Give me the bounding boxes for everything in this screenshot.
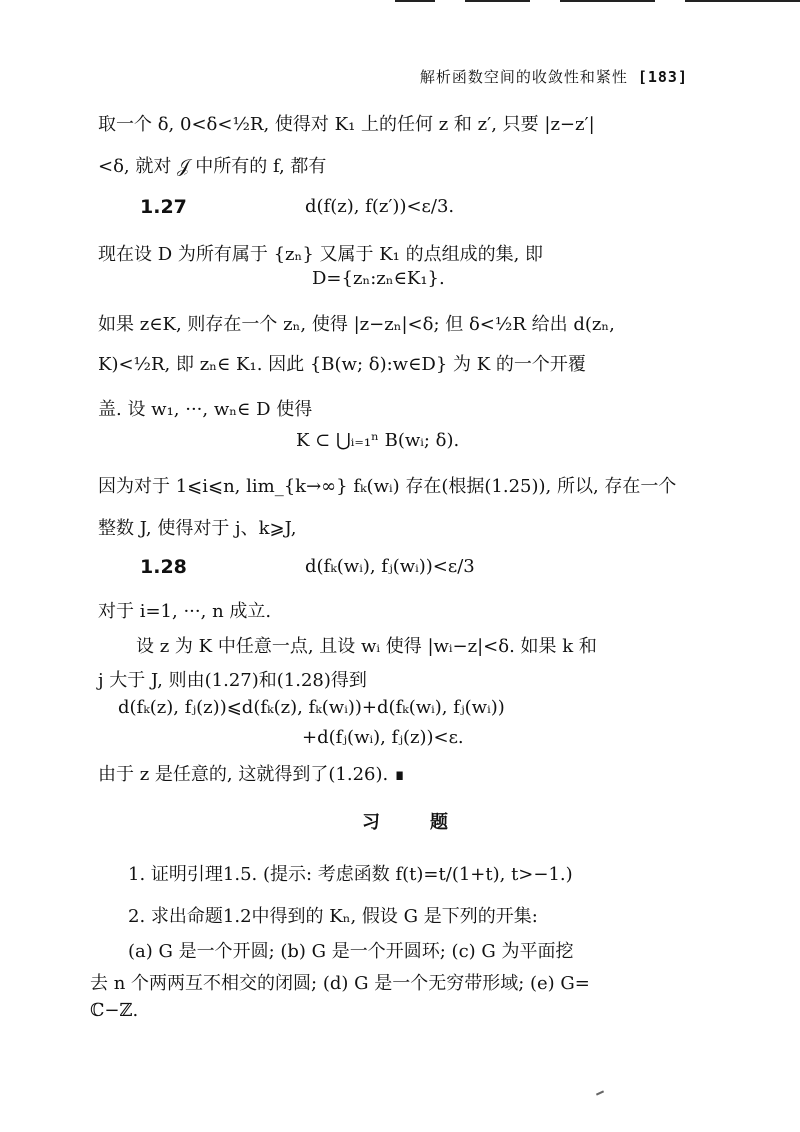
exercises-title: 习题 — [362, 812, 498, 833]
equation-cover: K ⊂ ⋃ᵢ₌₁ⁿ B(wᵢ; δ). — [296, 430, 460, 451]
exercise-1: 1. 证明引理1.5. (提示: 考虑函数 f(t)=t/(1+t), t>−1.) — [128, 864, 573, 885]
equation-label-1-28: 1.28 — [140, 556, 187, 578]
text-line-6: 盖. 设 w₁, ···, wₙ∈ D 使得 — [98, 399, 313, 420]
exercise-2-line-c: ℂ−ℤ. — [90, 1000, 139, 1021]
scan-edge-line-4 — [685, 0, 800, 2]
text-line-3: 现在设 D 为所有属于 {zₙ} 又属于 K₁ 的点组成的集, 即 — [98, 244, 544, 265]
text-line-5: K)<½R, 即 zₙ∈ K₁. 因此 {B(w; δ):w∈D} 为 K 的一个开覆 — [98, 354, 586, 375]
equation-1-28: d(fₖ(wᵢ), fⱼ(wᵢ))<ε/3 — [305, 556, 475, 577]
text-line-8: 整数 J, 使得对于 j、k⩾J, — [98, 518, 297, 539]
equation-1-27: d(f(z), f(z′))<ε/3. — [305, 196, 455, 217]
text-line-7: 因为对于 1⩽i⩽n, lim_{k→∞} fₖ(wᵢ) 存在(根据(1.25)), 所以, 存在一个 — [98, 476, 677, 497]
scan-edge-line-3 — [560, 0, 655, 2]
scan-edge-line-2 — [465, 0, 530, 2]
exercise-2-line-b: 去 n 个两两互不相交的闭圆; (d) G 是一个无穷带形域; (e) G= — [90, 973, 590, 994]
equation-D: D={zₙ:zₙ∈K₁}. — [312, 268, 445, 289]
equation-label-1-27: 1.27 — [140, 196, 187, 218]
text-line-1: 取一个 δ, 0<δ<½R, 使得对 K₁ 上的任何 z 和 z′, 只要 |z−z′| — [98, 114, 595, 135]
page-number: [183] — [637, 68, 688, 86]
text-line-12: 由于 z 是任意的, 这就得到了(1.26). ∎ — [98, 764, 406, 785]
scan-mark — [596, 1090, 604, 1095]
text-line-10: 设 z 为 K 中任意一点, 且设 wᵢ 使得 |wᵢ−z|<δ. 如果 k 和 — [136, 636, 597, 657]
scan-edge-line-1 — [395, 0, 435, 2]
exercise-2: 2. 求出命题1.2中得到的 Kₙ, 假设 G 是下列的开集: — [128, 906, 538, 927]
running-title: 解析函数空间的收敛性和紧性 — [419, 68, 628, 86]
exercise-2-line-a: (a) G 是一个开圆; (b) G 是一个开圆环; (c) G 为平面挖 — [128, 941, 574, 962]
text-line-4: 如果 z∈K, 则存在一个 zₙ, 使得 |z−zₙ|<δ; 但 δ<½R 给出 d(zₙ, — [98, 314, 615, 335]
running-header — [420, 66, 688, 87]
text-line-2: <δ, 就对 𝒥 中所有的 f, 都有 — [98, 156, 327, 177]
equation-inequality-line-1: d(fₖ(z), fⱼ(z))⩽d(fₖ(z), fₖ(wᵢ))+d(fₖ(wᵢ), fⱼ(wᵢ)) — [118, 697, 505, 718]
equation-inequality-line-2: +d(fⱼ(wᵢ), fⱼ(z))<ε. — [302, 727, 464, 748]
text-line-11: j 大于 J, 则由(1.27)和(1.28)得到 — [98, 670, 367, 691]
text-line-9: 对于 i=1, ···, n 成立. — [98, 601, 272, 622]
